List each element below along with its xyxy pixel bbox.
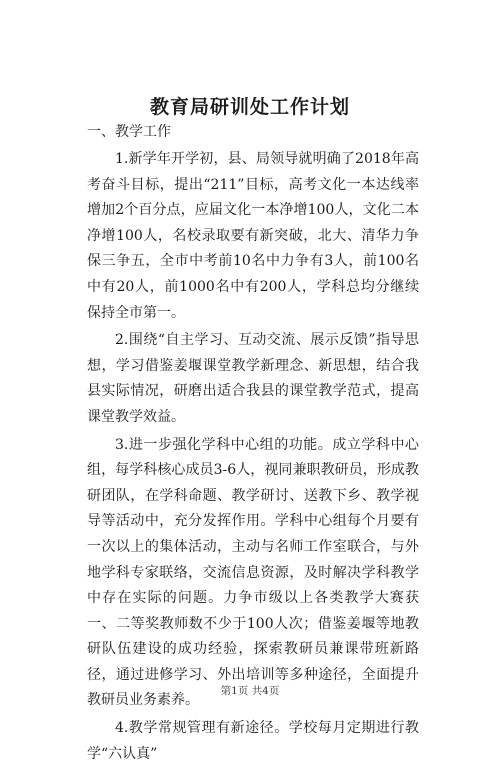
- paragraph-3: 3.进一步强化学科中心组的功能。成立学科中心组，每学科核心成员3-6人，视同兼职教研员，形成教研团队，在学科命题、教学研讨、送教下乡、教学视导等活动中，充分发挥作用。学科中心组每个月要有一次以上的集体活动，主动与名师工作室联合，与外地学科专家联络，交流信息资源，及时解决学科教学中存在实际的问题。力争市级以上各类教学大赛获一、二等奖教师数不少于100人次；借鉴姜堰等地教研队伍建设的成功经验，探索教研员兼课带班新路径，通过进修学习、外出培训等多种途径，全面提升教研员业务素养。: [87, 436, 419, 709]
- paragraph-2: 2.围绕“自主学习、互动交流、展示反馈”指导思想，学习借鉴姜堰课堂教学新理念、新思想，结合我县实际情况，研磨出适合我县的课堂教学范式，提高课堂教学效益。: [87, 332, 419, 425]
- paragraph-1: 1.新学年开学初，县、局领导就明确了2018年高考奋斗目标，提出“211”目标，高考文化一本达线率增加2个百分点，应届文化一本净增100人，文化二本净增100人，名校录取要有新突破，北大、清华力争保三争五，全市中考前10名中力争有3人，前100名中有20人，前1000名中有200人，学科总均分继续保持全市第一。: [87, 151, 419, 321]
- page-footer: 第1页 共4页: [220, 685, 280, 697]
- document-title: 教育局研训处工作计划: [149, 96, 350, 118]
- document-body: [87, 120, 419, 769]
- section-heading: 一、教学工作: [87, 124, 171, 140]
- paragraph-4: 4.教学常规管理有新途径。学校每月定期进行教学“六认真”: [87, 720, 419, 762]
